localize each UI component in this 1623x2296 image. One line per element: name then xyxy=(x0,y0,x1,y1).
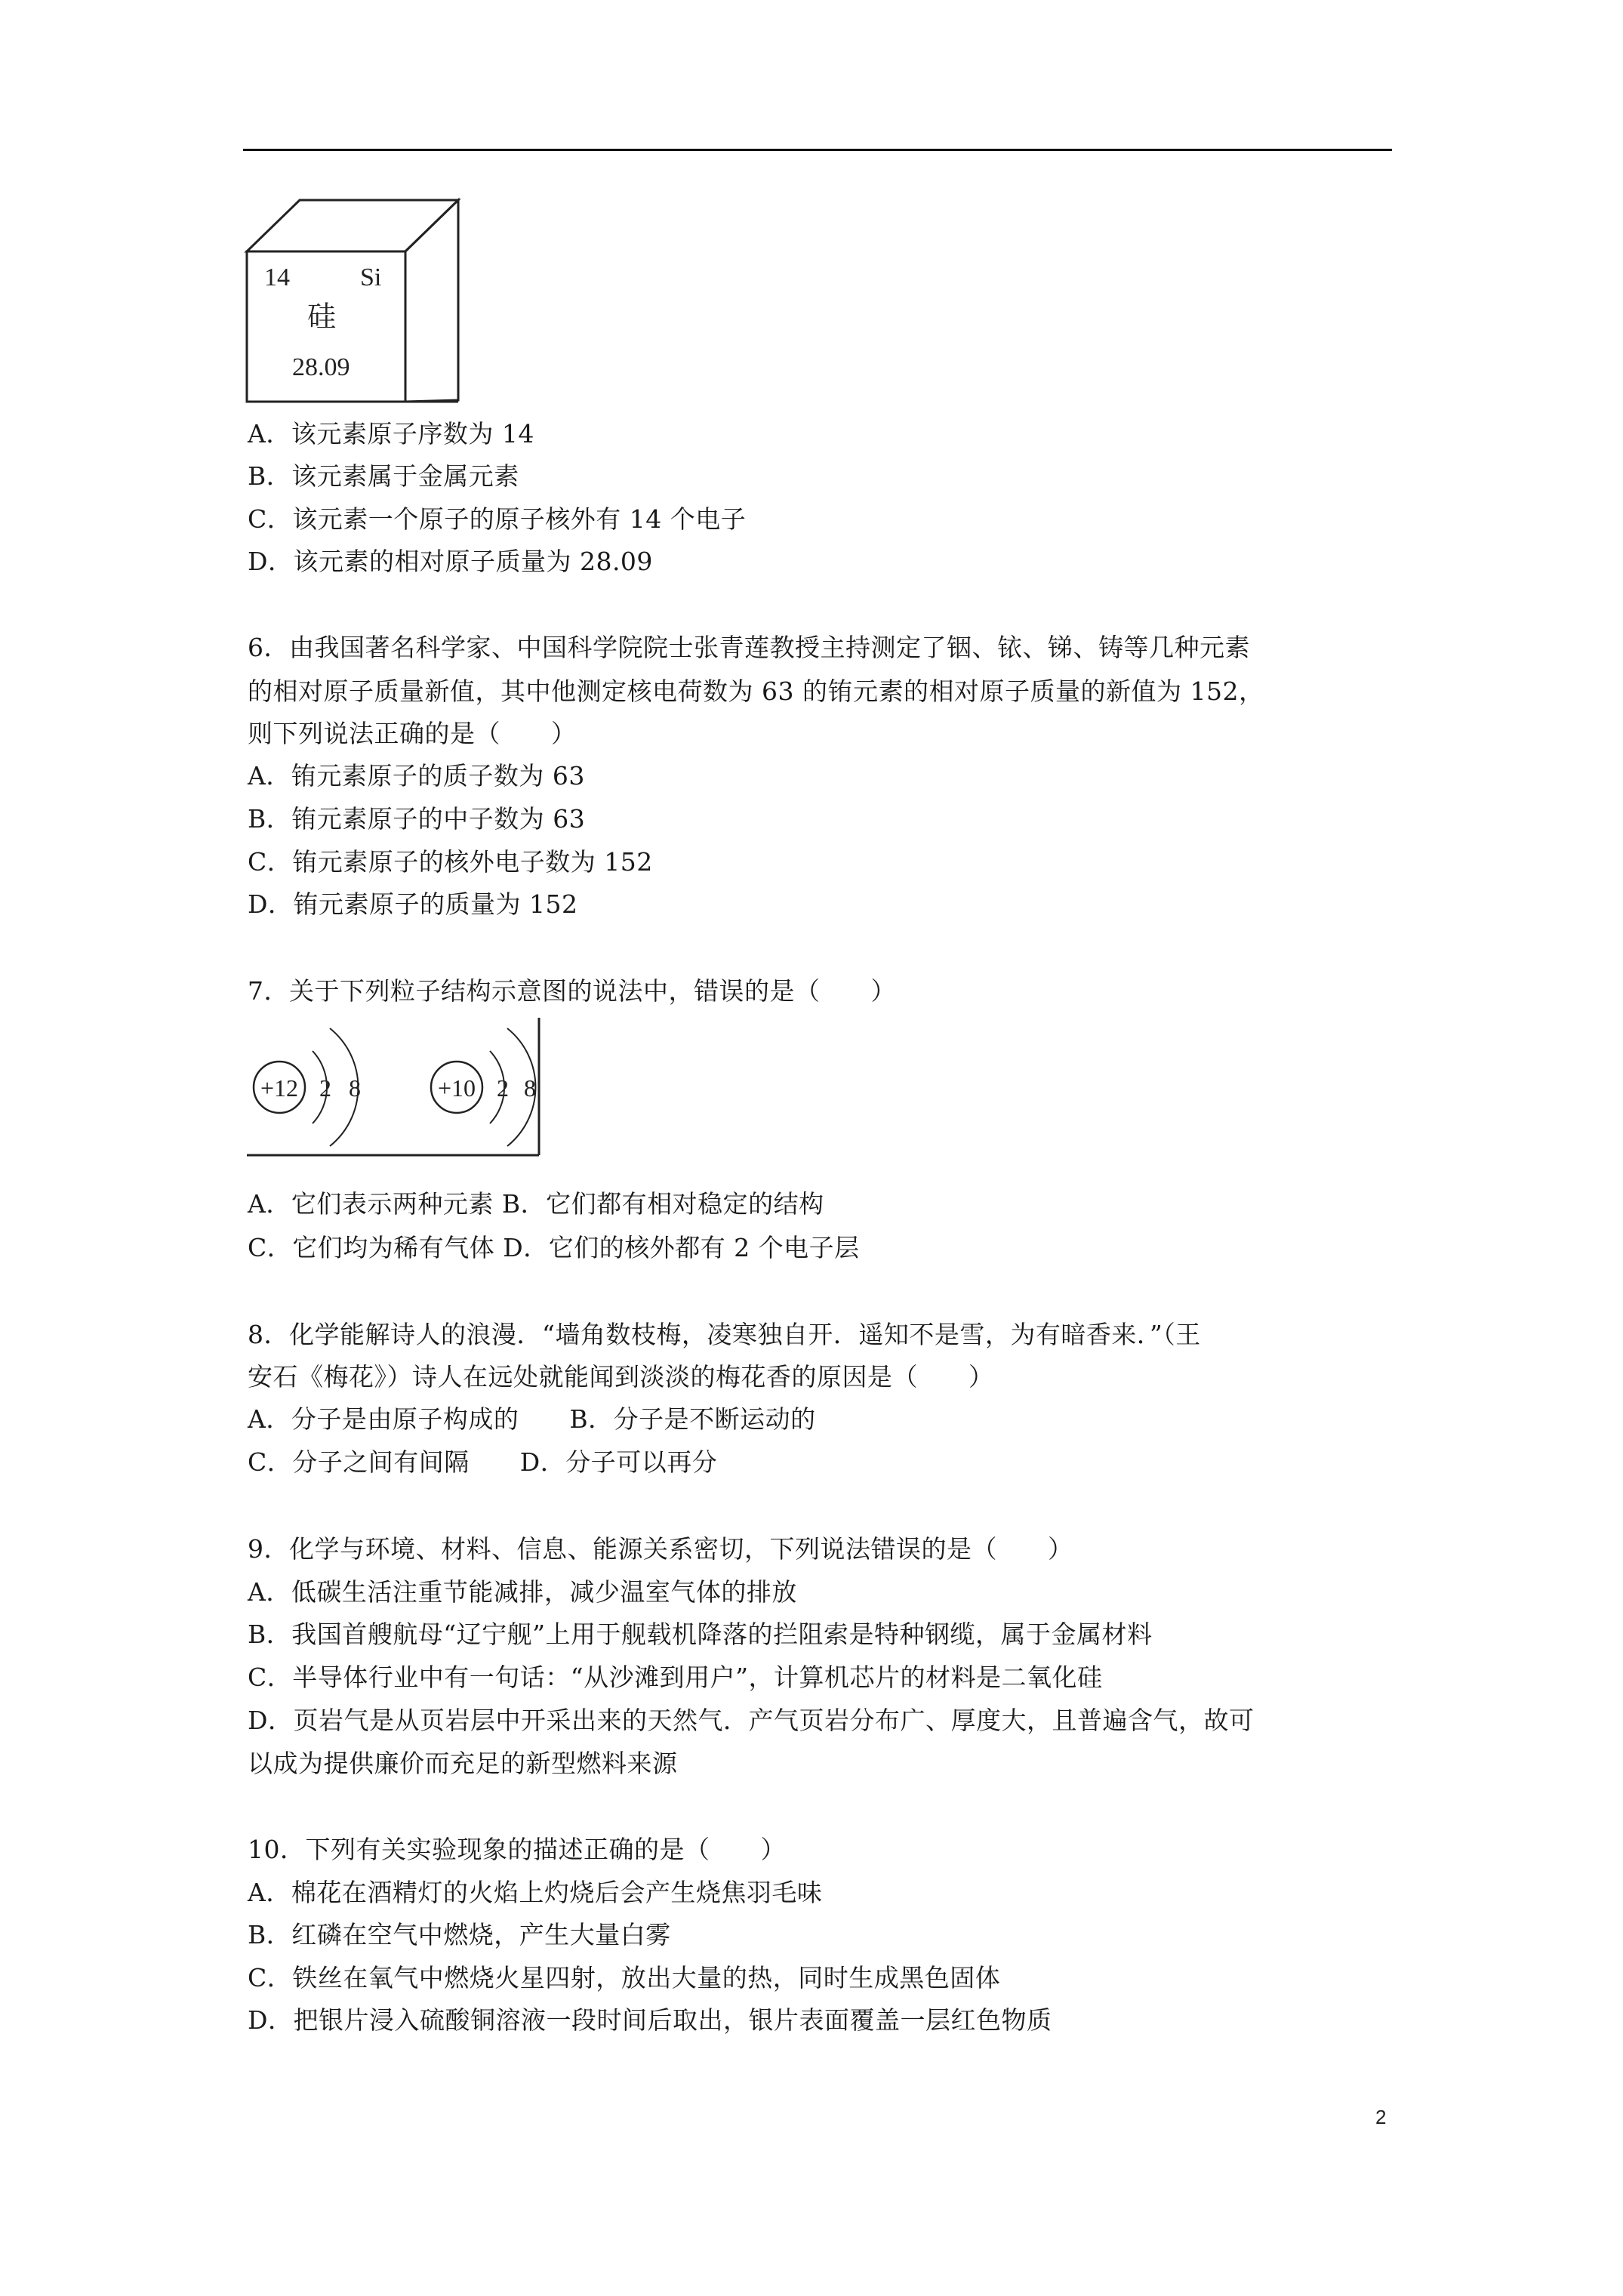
atom2-nucleus: +10 xyxy=(437,1074,476,1102)
q9-option-d: D．页岩气是从页岩层中开采出来的天然气．产气页岩分布广、厚度大，且普遍含气，故可 xyxy=(248,1706,1255,1735)
element-mass: 28.09 xyxy=(292,353,350,381)
q9-stem: 9．化学与环境、材料、信息、能源关系密切，下列说法错误的是（ ） xyxy=(248,1534,1073,1564)
atom2-shell1-electrons: 2 xyxy=(497,1074,509,1102)
q10-option-c: C．铁丝在氧气中燃烧火星四射，放出大量的热，同时生成黑色固体 xyxy=(248,1963,1001,1992)
q10-option-b: B．红磷在空气中燃烧，产生大量白雾 xyxy=(248,1920,671,1949)
q10-option-d: D．把银片浸入硫酸铜溶液一段时间后取出，银片表面覆盖一层红色物质 xyxy=(248,2005,1052,2035)
q6-option-d: D．铕元素原子的质量为 152 xyxy=(248,889,578,919)
q8-stem-line-2: 安石《梅花》）诗人在远处就能闻到淡淡的梅花香的原因是（ ） xyxy=(248,1362,994,1391)
q6-stem-line-3: 则下列说法正确的是（ ） xyxy=(248,719,577,748)
q6-stem-line-1: 6．由我国著名科学家、中国科学院院士张青莲教授主持测定了铟、铱、锑、铸等几种元素 xyxy=(248,633,1250,662)
element-number: 14 xyxy=(264,264,290,291)
q7-stem: 7．关于下列粒子结构示意图的说法中，错误的是（ ） xyxy=(248,976,896,1006)
q8-stem-line-1: 8．化学能解诗人的浪漫．“墙角数枝梅，凌寒独自开．遥知不是雪，为有暗香来．”（王 xyxy=(248,1320,1201,1349)
q5-option-b: B．该元素属于金属元素 xyxy=(248,461,519,491)
q6-option-a: A．铕元素原子的质子数为 63 xyxy=(248,761,585,791)
q9-option-d-continued: 以成为提供廉价而充足的新型燃料来源 xyxy=(248,1749,678,1778)
particle-structure-figure xyxy=(243,1015,545,1158)
atom1-nucleus: +12 xyxy=(260,1074,299,1102)
q10-stem: 10．下列有关实验现象的描述正确的是（ ） xyxy=(248,1835,786,1864)
q6-option-c: C．铕元素原子的核外电子数为 152 xyxy=(248,847,653,877)
q6-option-b: B．铕元素原子的中子数为 63 xyxy=(248,804,586,834)
atom1-shell1-electrons: 2 xyxy=(319,1074,331,1102)
q7-options-line-2: C．它们均为稀有气体 D．它们的核外都有 2 个电子层 xyxy=(248,1233,860,1262)
element-symbol: Si xyxy=(360,264,382,291)
atom1-shell2-electrons: 8 xyxy=(349,1074,361,1102)
q6-stem-line-2: 的相对原子质量新值，其中他测定核电荷数为 63 的铕元素的相对原子质量的新值为 152， xyxy=(248,676,1264,706)
q8-options-line-1: A．分子是由原子构成的 B．分子是不断运动的 xyxy=(248,1404,816,1434)
page-number: 2 xyxy=(1375,2106,1387,2128)
q5-option-d: D．该元素的相对原子质量为 28.09 xyxy=(248,547,653,576)
element-name: 硅 xyxy=(307,301,337,333)
q7-options-line-1: A．它们表示两种元素 B．它们都有相对稳定的结构 xyxy=(248,1189,824,1219)
q9-option-a: A．低碳生活注重节能减排，减少温室气体的排放 xyxy=(248,1577,797,1607)
q8-options-line-2: C．分子之间有间隔 D．分子可以再分 xyxy=(248,1447,718,1477)
q5-option-c: C．该元素一个原子的原子核外有 14 个电子 xyxy=(248,504,747,534)
atom2-shell2-electrons: 8 xyxy=(524,1074,536,1102)
element-card-figure xyxy=(243,196,462,405)
q9-option-b: B．我国首艘航母“辽宁舰”上用于舰载机降落的拦阻索是特种钢缆，属于金属材料 xyxy=(248,1620,1153,1649)
q9-option-c: C．半导体行业中有一句话：“从沙滩到用户”，计算机芯片的材料是二氧化硅 xyxy=(248,1663,1103,1692)
q5-option-a: A．该元素原子序数为 14 xyxy=(248,419,534,448)
q10-option-a: A．棉花在酒精灯的火焰上灼烧后会产生烧焦羽毛味 xyxy=(248,1878,823,1907)
header-rule xyxy=(243,149,1392,151)
